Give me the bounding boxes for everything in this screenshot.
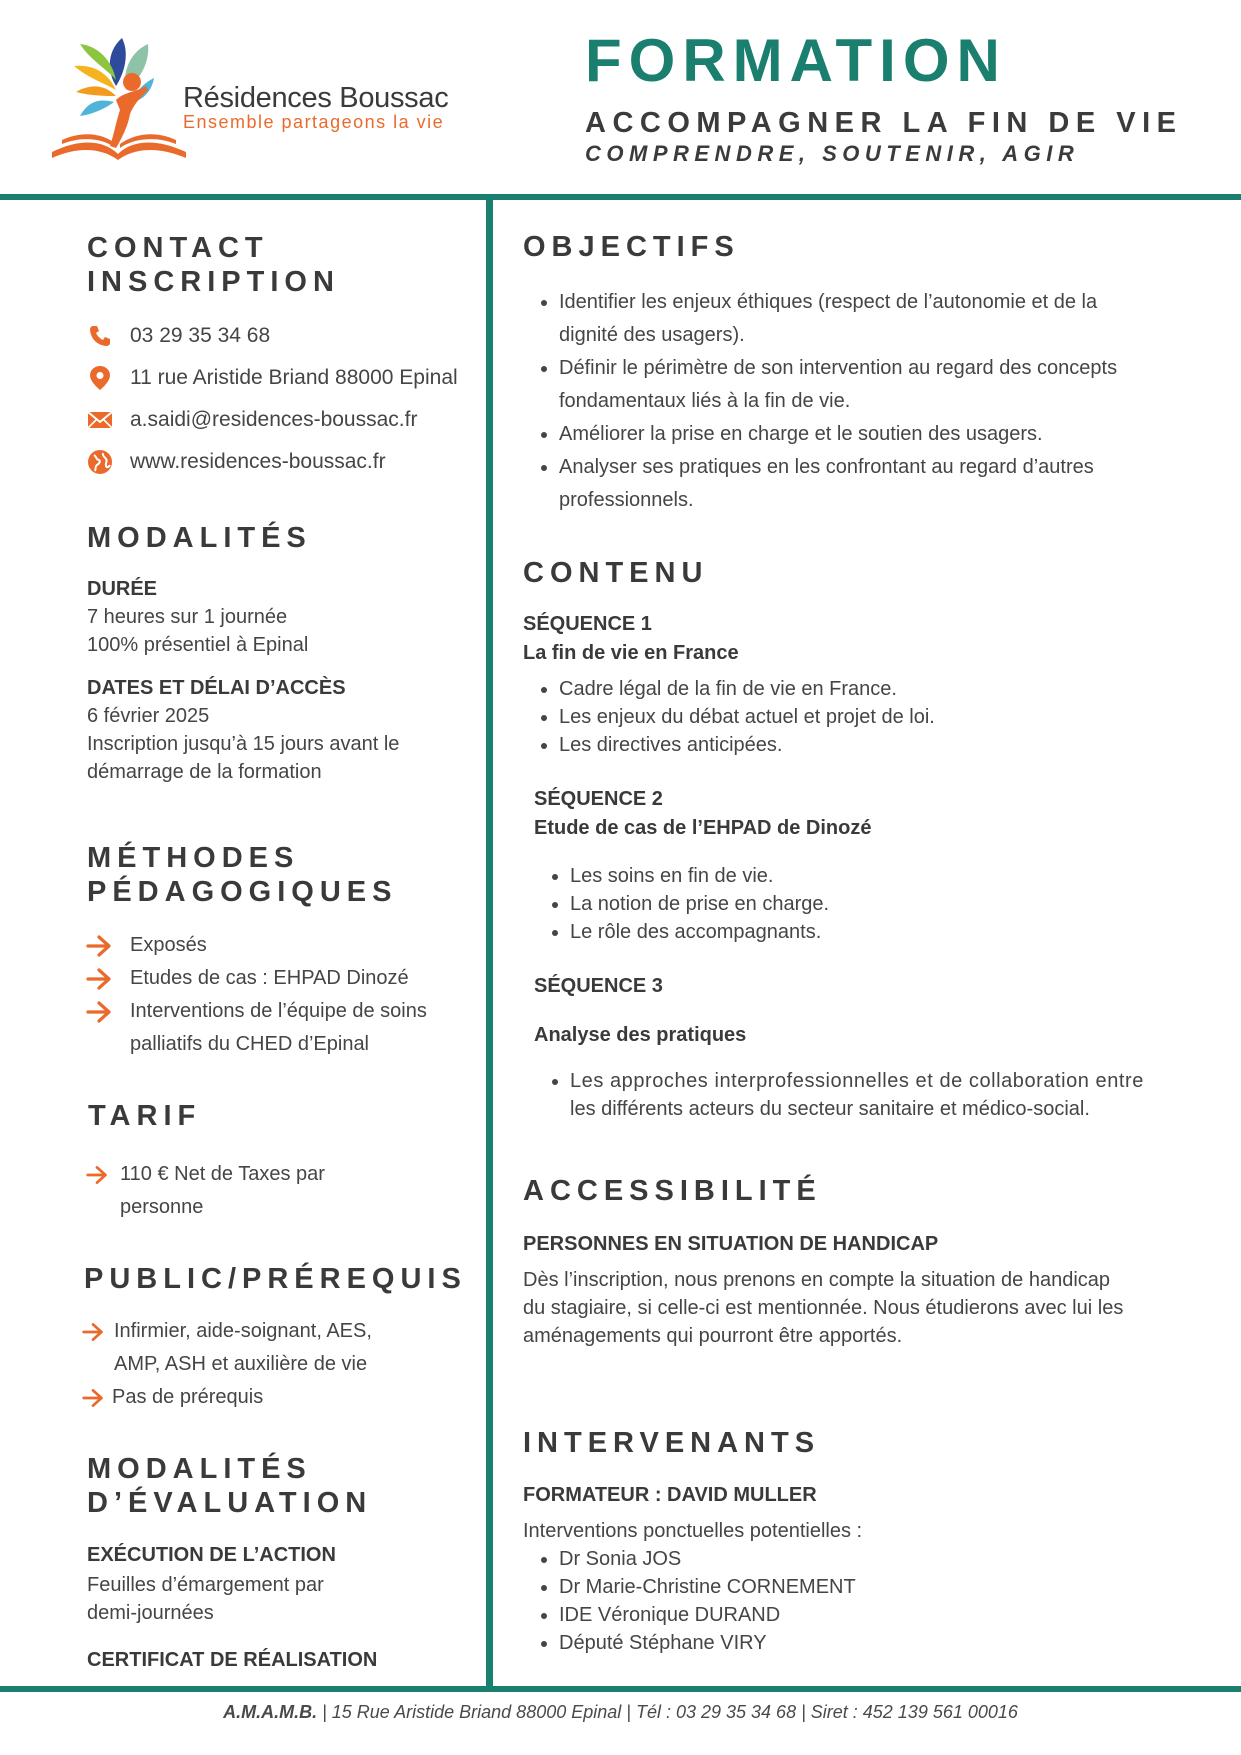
tarif-line1: 110 € Net de Taxes par: [120, 1163, 325, 1185]
formateur-label: FORMATEUR : DAVID MULLER: [523, 1484, 817, 1506]
list-item: • Député Stéphane VIRY: [559, 1629, 1163, 1657]
modalites-section: [87, 578, 399, 786]
contenu-seq3: [534, 975, 1166, 1123]
page-subtitle: ACCOMPAGNER LA FIN DE VIE: [585, 107, 1183, 139]
intervenants-section: [523, 1484, 1163, 1657]
list-item: • Les soins en fin de vie.: [570, 862, 1164, 890]
seq3-item1-line1: Les approches interprofessionnelles et de collaboration entre: [570, 1070, 1144, 1092]
evaluation-section: [87, 1452, 372, 1520]
list-item: • La notion de prise en charge.: [570, 890, 1164, 918]
accessibilite-line2: du stagiaire, si celle-ci est mentionnée. Nous étudierons avec lui les: [523, 1297, 1124, 1319]
location-pin-icon: [86, 364, 114, 392]
list-item: [559, 451, 1163, 517]
objectifs-item1-line1: Identifier les enjeux éthiques (respect de l’autonomie et de la: [559, 291, 1098, 313]
contact-phone-text: 03 29 35 34 68: [130, 324, 271, 347]
duree-line1: 7 heures sur 1 journée: [87, 606, 288, 628]
objectifs-item2-line1: Définir le périmètre de son intervention au regard des concepts: [559, 357, 1118, 379]
public-heading: PUBLIC/PRÉREQUIS: [84, 1263, 467, 1295]
accessibilite-heading: ACCESSIBILITÉ: [523, 1175, 822, 1207]
tarif-heading: TARIF: [88, 1100, 202, 1132]
seq3-label: SÉQUENCE 3: [534, 975, 663, 997]
contact-heading-line2: INSCRIPTION: [87, 266, 340, 298]
page-tagline: COMPRENDRE, SOUTENIR, AGIR: [585, 141, 1080, 166]
public-item1-line2: AMP, ASH et auxilière de vie: [114, 1353, 368, 1375]
list-item: • Cadre légal de la fin de vie en France.: [559, 675, 1163, 703]
list-item: • Le rôle des accompagnants.: [570, 918, 1164, 946]
page-title: FORMATION: [585, 27, 1007, 94]
list-item: [559, 352, 1163, 418]
modalites-heading: MODALITÉS: [87, 522, 312, 554]
list-item: • Dr Sonia JOS: [559, 1545, 1163, 1573]
contact-website[interactable]: [86, 448, 458, 476]
intervenants-heading: INTERVENANTS: [523, 1427, 821, 1459]
footer-divider: [0, 1686, 1241, 1692]
list-item: [570, 1067, 1166, 1123]
list-item: • Les directives anticipées.: [559, 731, 1163, 759]
evaluation-heading-line1: MODALITÉS: [87, 1453, 312, 1485]
list-item: [86, 995, 466, 1061]
accessibilite-line1: Dès l’inscription, nous prenons en compte la situation de handicap: [523, 1269, 1111, 1291]
duree-line2: 100% présentiel à Epinal: [87, 634, 309, 656]
seq1-label: SÉQUENCE 1: [523, 613, 652, 635]
public-item1-line1: Infirmier, aide-soignant, AES,: [114, 1320, 372, 1342]
contact-address-text: 11 rue Aristide Briand 88000 Epinal: [130, 366, 458, 389]
execution-line2: demi-journées: [87, 1602, 214, 1624]
contact-list: [86, 322, 458, 476]
footer: [0, 1702, 1241, 1723]
contact-address: [86, 364, 458, 392]
mail-icon: [86, 406, 114, 434]
seq1-title: La fin de vie en France: [523, 642, 739, 664]
header-divider: [0, 194, 1241, 200]
arrow-right-icon: [86, 995, 116, 1028]
arrow-right-icon: [86, 929, 116, 962]
methodes-item1: Exposés: [130, 934, 207, 956]
contact-email-text: a.saidi@residences-boussac.fr: [130, 408, 418, 431]
accessibilite-label: PERSONNES EN SITUATION DE HANDICAP: [523, 1233, 939, 1255]
logo-icon: [50, 30, 190, 180]
duree-label: DURÉE: [87, 578, 158, 600]
evaluation-details: [87, 1544, 377, 1672]
list-item: [559, 286, 1163, 352]
list-item: [86, 1158, 325, 1224]
arrow-right-icon: [82, 1381, 104, 1414]
objectifs-item3: Améliorer la prise en charge et le soutien des usagers.: [559, 423, 1043, 445]
intervenants-intro: Interventions ponctuelles potentielles :: [523, 1520, 863, 1542]
certificat-label: CERTIFICAT DE RÉALISATION: [87, 1649, 378, 1671]
dates-line1: 6 février 2025: [87, 705, 210, 727]
methodes-item3-line1: Interventions de l’équipe de soins: [130, 1000, 427, 1022]
brand-name: Résidences Boussac: [183, 82, 449, 114]
seq2-label: SÉQUENCE 2: [534, 788, 663, 810]
globe-icon: [86, 448, 114, 476]
methodes-section: [87, 841, 398, 909]
objectifs-heading: OBJECTIFS: [523, 231, 740, 263]
evaluation-heading-line2: D’ÉVALUATION: [87, 1487, 373, 1519]
objectifs-item2-line2: fondamentaux liés à la fin de vie.: [559, 390, 851, 412]
column-divider: [486, 198, 493, 1688]
accessibilite-section: [523, 1233, 1163, 1350]
public-list: [82, 1315, 372, 1414]
list-item: • Les enjeux du débat actuel et projet de loi.: [559, 703, 1163, 731]
list-item: [86, 929, 466, 962]
public-item2: Pas de prérequis: [112, 1386, 264, 1408]
contact-phone[interactable]: [86, 322, 458, 350]
contenu-heading: CONTENU: [523, 557, 709, 589]
contenu-seq2: [534, 788, 1164, 946]
dates-label: DATES ET DÉLAI D’ACCÈS: [87, 677, 346, 699]
methodes-item2: Etudes de cas : EHPAD Dinozé: [130, 967, 409, 989]
list-item: [82, 1381, 372, 1414]
list-item: [82, 1315, 372, 1381]
footer-org: A.M.A.M.B.: [223, 1702, 318, 1722]
contact-heading-line1: CONTACT: [87, 232, 269, 264]
execution-line1: Feuilles d’émargement par: [87, 1574, 324, 1596]
methodes-list: [86, 929, 466, 1061]
brand-tagline: Ensemble partageons la vie: [183, 112, 445, 132]
tarif-list: [86, 1158, 325, 1224]
methodes-heading-line1: MÉTHODES: [87, 842, 300, 874]
methodes-item3-line2: palliatifs du CHED d’Epinal: [130, 1033, 370, 1055]
list-item: • IDE Véronique DURAND: [559, 1601, 1163, 1629]
list-item: [86, 962, 466, 995]
tarif-line2: personne: [120, 1196, 204, 1218]
dates-line2: Inscription jusqu’à 15 jours avant le: [87, 733, 400, 755]
list-item: • Dr Marie-Christine CORNEMENT: [559, 1573, 1163, 1601]
contact-section: [87, 231, 340, 299]
dates-line3: démarrage de la formation: [87, 761, 322, 783]
footer-details: | 15 Rue Aristide Briand 88000 Epinal | Tél : 03 29 35 34 68 | Siret : 452 139 561 00016: [317, 1702, 1018, 1722]
objectifs-item1-line2: dignité des usagers).: [559, 324, 745, 346]
seq2-title: Etude de cas de l’EHPAD de Dinozé: [534, 817, 872, 839]
seq3-title: Analyse des pratiques: [534, 1024, 747, 1046]
arrow-right-icon: [86, 1158, 108, 1191]
seq3-item1-line2: les différents acteurs du secteur sanitaire et médico-social.: [570, 1098, 1090, 1120]
arrow-right-icon: [86, 962, 116, 995]
contenu-seq1: [523, 613, 1163, 759]
phone-icon: [86, 322, 114, 350]
objectifs-item4-line1: Analyser ses pratiques en les confrontant au regard d’autres: [559, 456, 1094, 478]
list-item: [559, 418, 1163, 451]
contact-website-text: www.residences-boussac.fr: [130, 450, 386, 473]
methodes-heading-line2: PÉDAGOGIQUES: [87, 876, 398, 908]
objectifs-list: [523, 286, 1163, 517]
accessibilite-line3: aménagements qui pourront être apportés.: [523, 1325, 903, 1347]
objectifs-item4-line2: professionnels.: [559, 489, 694, 511]
contact-email[interactable]: [86, 406, 458, 434]
execution-label: EXÉCUTION DE L’ACTION: [87, 1544, 336, 1566]
arrow-right-icon: [82, 1315, 104, 1348]
